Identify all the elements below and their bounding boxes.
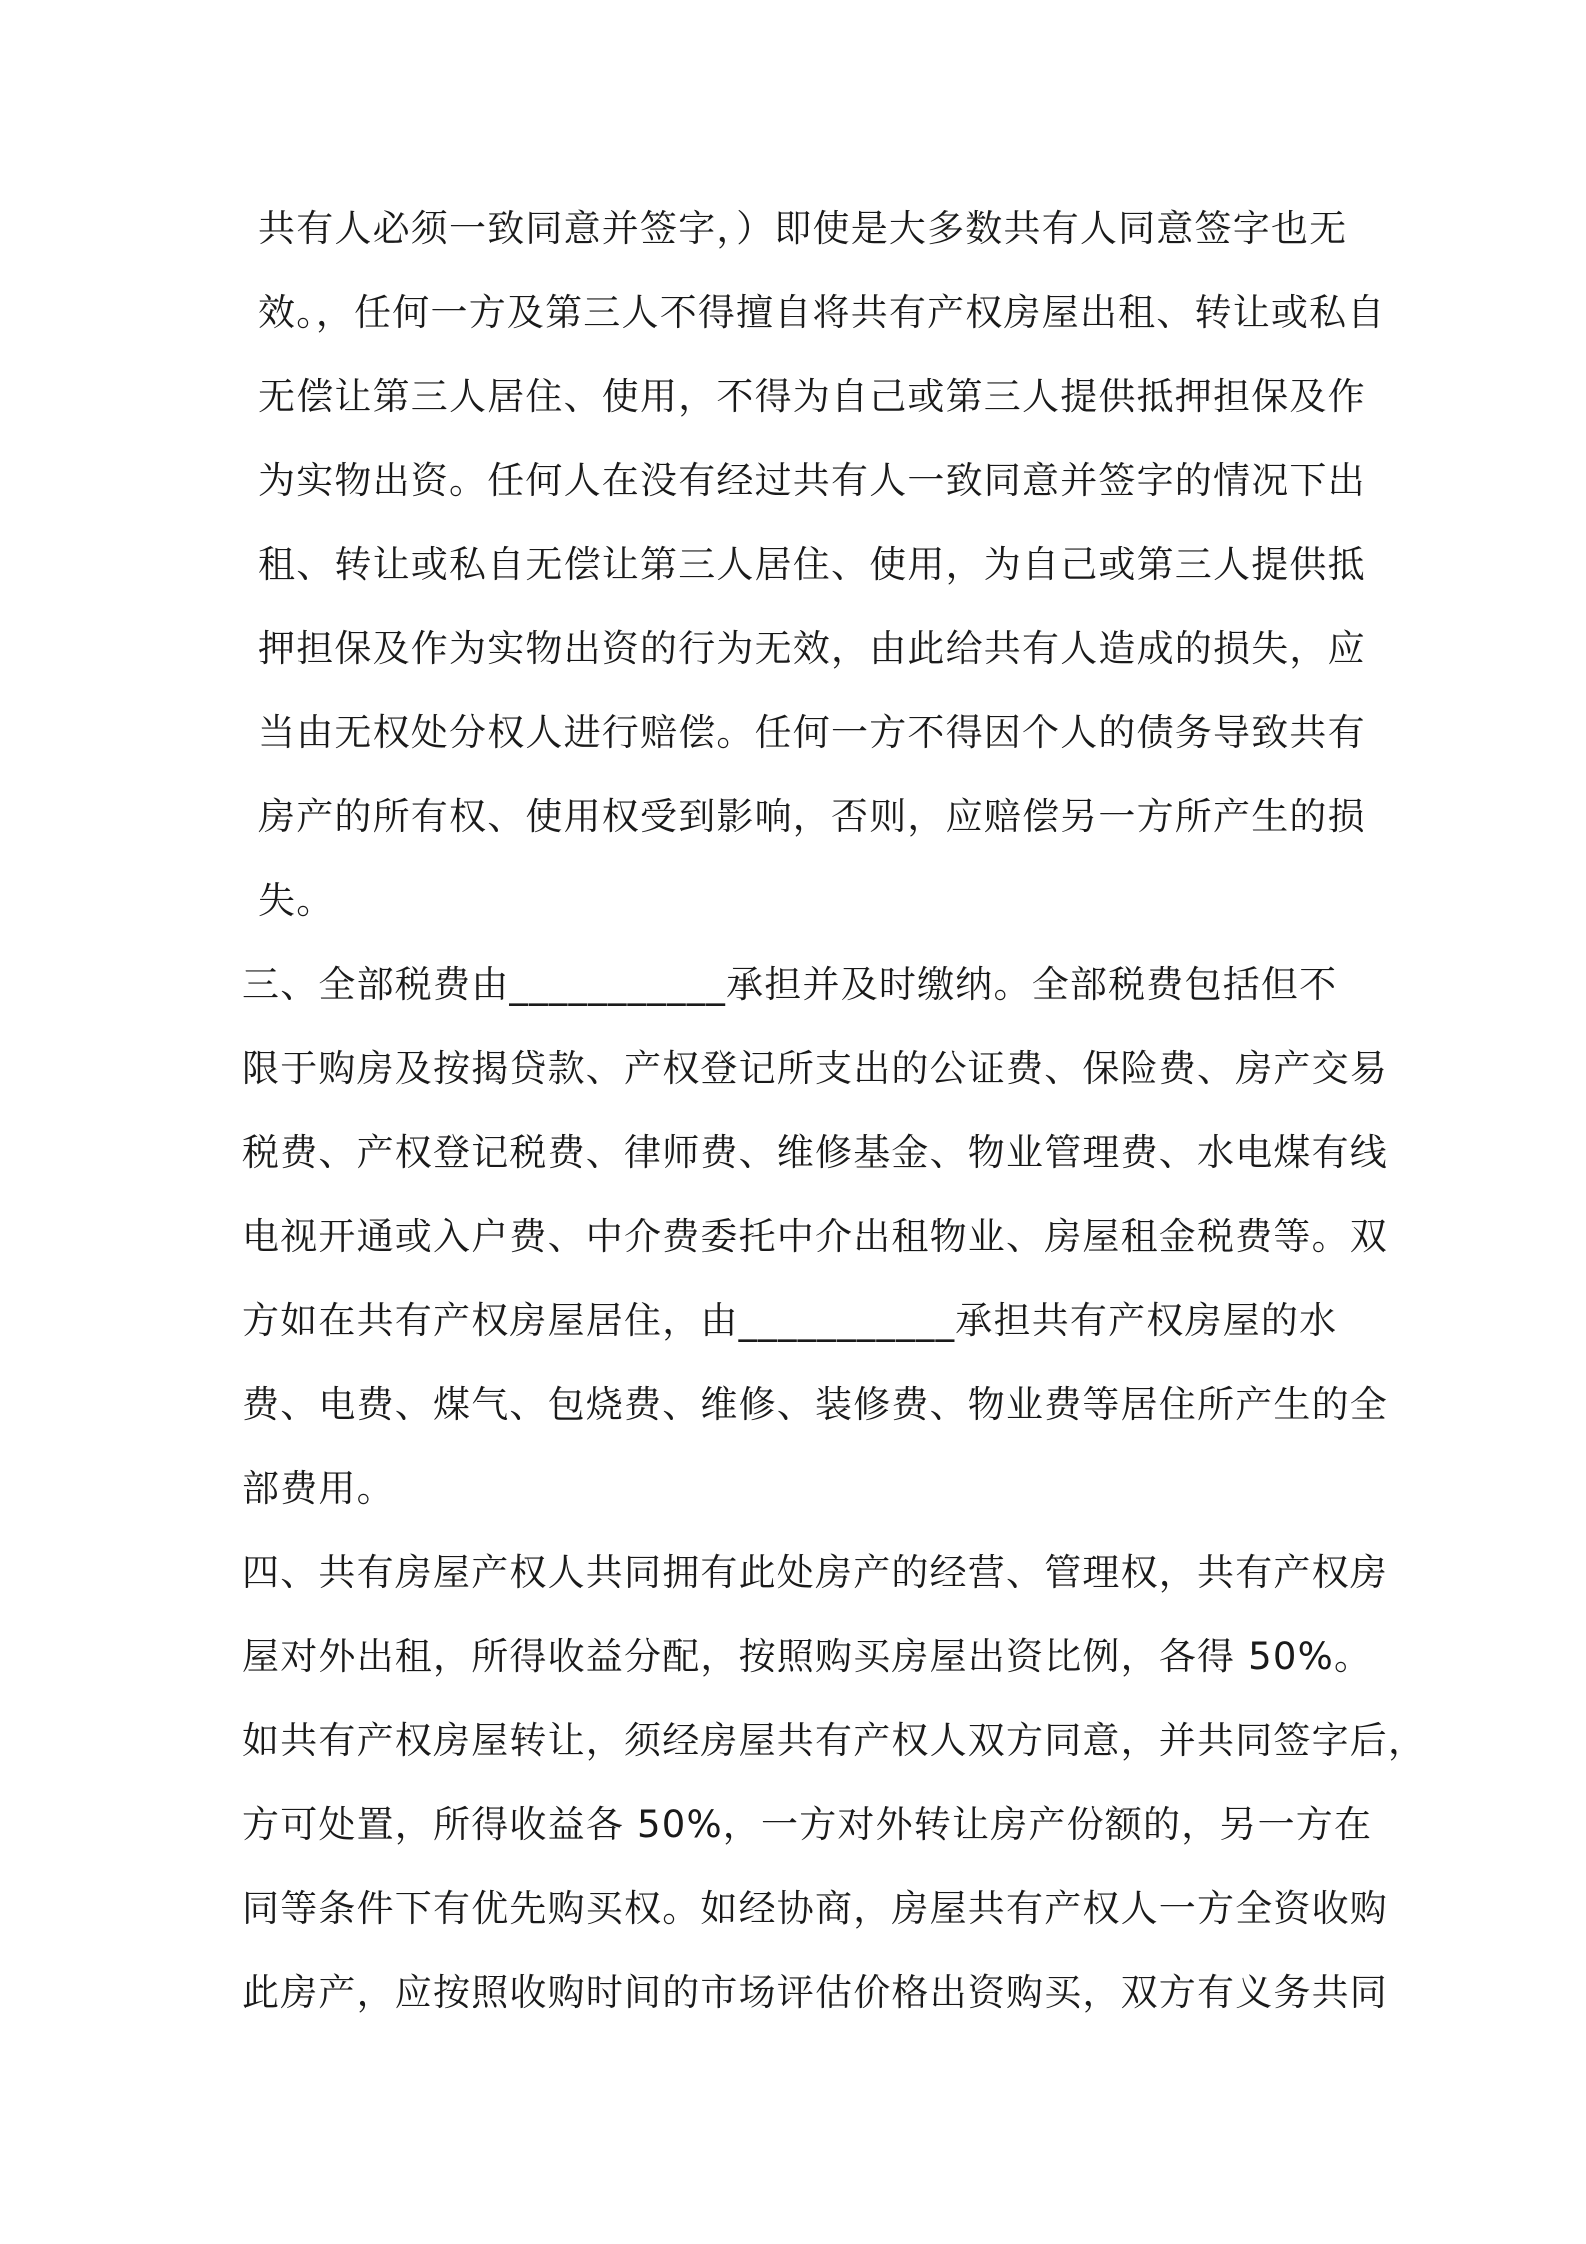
text-line: 租、转让或私自无偿让第三人居住、使用，为自己或第三人提供抵: [258, 543, 1366, 586]
text-line: 电视开通或入户费、中介费委托中介出租物业、房屋租金税费等。双: [242, 1215, 1388, 1258]
text-line: 税费、产权登记税费、律师费、维修基金、物业管理费、水电煤有线: [242, 1131, 1388, 1174]
text-line: 无偿让第三人居住、使用，不得为自己或第三人提供抵押担保及作: [258, 375, 1366, 418]
text-line: 方可处置，所得收益各 50%，一方对外转让房产份额的，另一方在: [242, 1803, 1373, 1846]
section-four-heading-line: 四、共有房屋产权人共同拥有此处房产的经营、管理权，共有产权房: [242, 1551, 1388, 1594]
text-line: 共有人必须一致同意并签字，）即使是大多数共有人同意签字也无: [258, 207, 1348, 250]
text-line: 如共有产权房屋转让，须经房屋共有产权人双方同意，并共同签字后，: [242, 1719, 1427, 1762]
text-line: 限于购房及按揭贷款、产权登记所支出的公证费、保险费、房产交易: [242, 1047, 1388, 1090]
text-line: 房产的所有权、使用权受到影响，否则，应赔偿另一方所产生的损: [258, 795, 1366, 838]
text-line: 同等条件下有优先购买权。如经协商，房屋共有产权人一方全资收购: [242, 1887, 1388, 1930]
text-line: 部费用。: [242, 1467, 395, 1510]
text-line: 费、电费、煤气、包烧费、维修、装修费、物业费等居住所产生的全: [242, 1383, 1388, 1426]
text-line: 屋对外出租，所得收益分配，按照购买房屋出资比例，各得 50%。: [242, 1635, 1373, 1678]
text-line: 方如在共有产权房屋居住，由___________承担共有产权房屋的水: [242, 1299, 1338, 1342]
text-line: 失。: [258, 879, 335, 922]
text-line: 效。，任何一方及第三人不得擅自将共有产权房屋出租、转让或私自: [258, 291, 1386, 334]
text-line: 此房产，应按照收购时间的市场评估价格出资购买，双方有义务共同: [242, 1971, 1388, 2014]
text-line: 押担保及作为实物出资的行为无效，由此给共有人造成的损失，应: [258, 627, 1366, 670]
text-line: 当由无权处分权人进行赔偿。任何一方不得因个人的债务导致共有: [258, 711, 1366, 754]
section-three-heading-line: 三、全部税费由___________承担并及时缴纳。全部税费包括但不: [242, 963, 1338, 1006]
text-line: 为实物出资。任何人在没有经过共有人一致同意并签字的情况下出: [258, 459, 1366, 502]
